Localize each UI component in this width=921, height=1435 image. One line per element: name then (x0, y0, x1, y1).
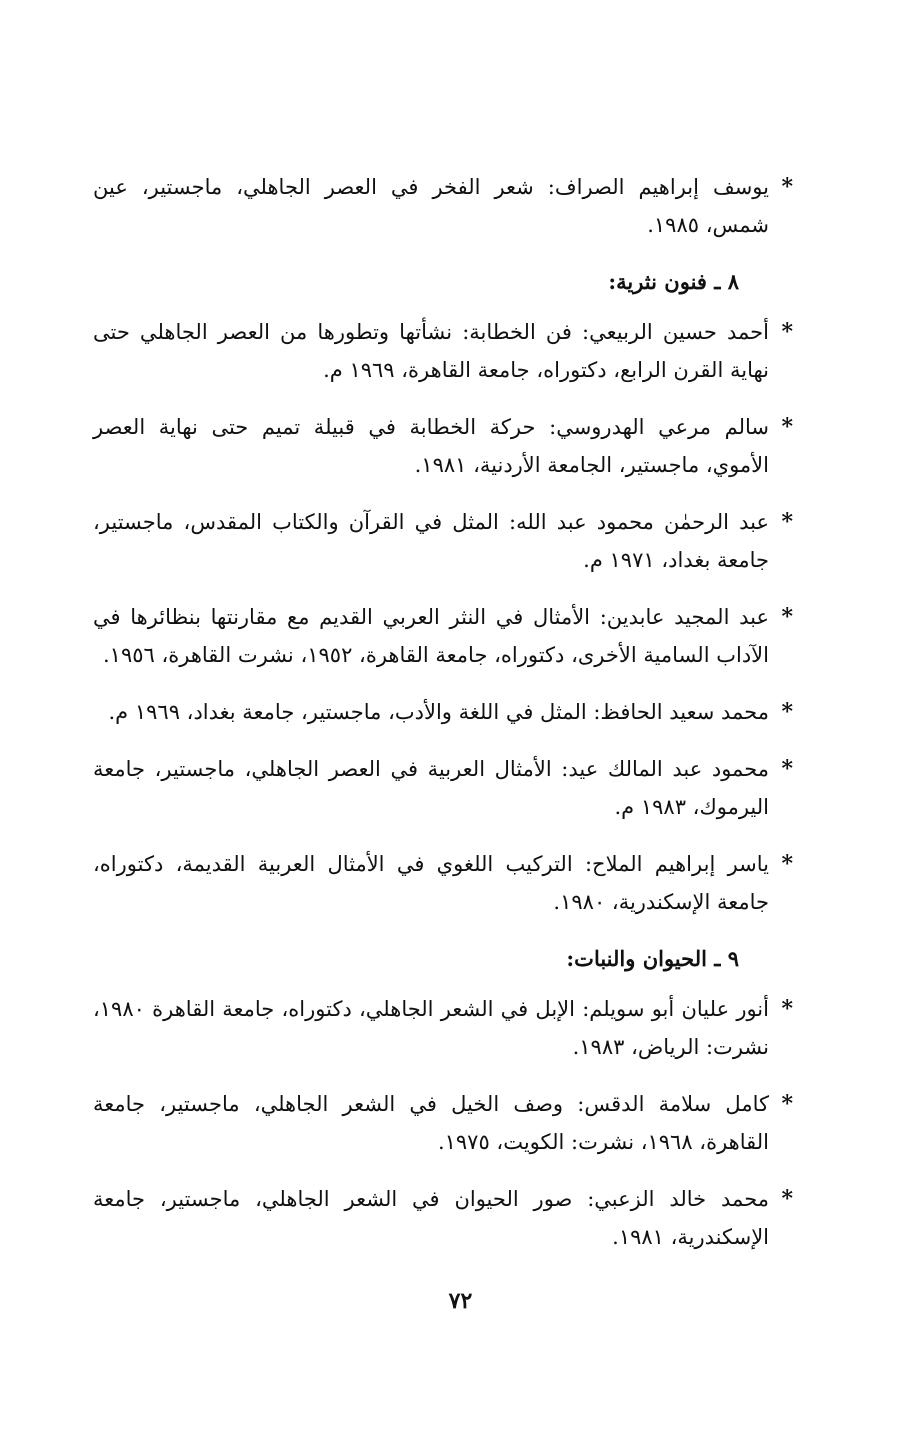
bibliography-entry (93, 1180, 793, 1256)
asterisk-bullet-icon: * (781, 851, 793, 877)
entry-text: محمد سعيد الحافظ: المثل في اللغة والأدب، ماجستير، جامعة بغداد، ١٩٦٩ م. (108, 700, 769, 724)
entry-text: محمود عبد المالك عيد: الأمثال العربية في العصر الجاهلي، ماجستير، جامعة اليرموك، ١٩٨٣ م. (93, 757, 769, 819)
bibliography-entry (93, 1085, 793, 1161)
bibliography-entry (93, 693, 793, 731)
asterisk-bullet-icon: * (781, 604, 793, 630)
entry-text: عبد المجيد عابدين: الأمثال في النثر العربي القديم مع مقارنتها بنظائرها في الآداب السامية الأخرى، دكتوراه، جامعة القاهرة، ١٩٥٢، نشرت القاهرة، ١٩٥٦. (93, 605, 769, 667)
asterisk-bullet-icon: * (781, 996, 793, 1022)
entry-text: أحمد حسين الربيعي: فن الخطابة: نشأتها وتطورها من العصر الجاهلي حتى نهاية القرن الرابع، دكتوراه، جامعة القاهرة، ١٩٦٩ م. (93, 320, 769, 382)
bibliography-entry (93, 598, 793, 674)
asterisk-bullet-icon: * (781, 509, 793, 535)
section-2 (93, 263, 793, 921)
entry-text: سالم مرعي الهدروسي: حركة الخطابة في قبيلة تميم حتى نهاية العصر الأموي، ماجستير، الجامعة الأردنية، ١٩٨١. (93, 415, 769, 477)
bibliography-entry (93, 408, 793, 484)
bibliography-entry (93, 168, 793, 244)
entry-text: يوسف إبراهيم الصراف: شعر الفخر في العصر الجاهلي، ماجستير، عين شمس، ١٩٨٥. (93, 175, 769, 237)
entry-text: ياسر إبراهيم الملاح: التركيب اللغوي في الأمثال العربية القديمة، دكتوراه، جامعة الإسكندرية، ١٩٨٠. (93, 852, 769, 914)
bibliography-content (93, 168, 793, 1275)
entry-text: كامل سلامة الدقس: وصف الخيل في الشعر الجاهلي، ماجستير، جامعة القاهرة، ١٩٦٨، نشرت: الكويت، ١٩٧٥. (93, 1092, 769, 1154)
entry-text: أنور عليان أبو سويلم: الإبل في الشعر الجاهلي، دكتوراه، جامعة القاهرة ١٩٨٠، نشرت: الرياض، ١٩٨٣. (93, 997, 769, 1059)
bibliography-entry (93, 750, 793, 826)
asterisk-bullet-icon: * (781, 319, 793, 345)
asterisk-bullet-icon: * (781, 756, 793, 782)
asterisk-bullet-icon: * (781, 174, 793, 200)
page-number: ٧٢ (448, 1288, 473, 1314)
bibliography-entry (93, 845, 793, 921)
bibliography-entry (93, 313, 793, 389)
bibliography-entry (93, 503, 793, 579)
section-heading: ٨ ـ فنون نثرية: (608, 269, 739, 294)
entry-text: عبد الرحمٰن محمود عبد الله: المثل في القرآن والكتاب المقدس، ماجستير، جامعة بغداد، ١٩٧١ م. (93, 510, 769, 572)
entry-text: محمد خالد الزعبي: صور الحيوان في الشعر الجاهلي، ماجستير، جامعة الإسكندرية، ١٩٨١. (93, 1187, 769, 1249)
asterisk-bullet-icon: * (781, 414, 793, 440)
asterisk-bullet-icon: * (781, 1186, 793, 1212)
asterisk-bullet-icon: * (781, 1091, 793, 1117)
section-3 (93, 940, 793, 1256)
asterisk-bullet-icon: * (781, 699, 793, 725)
bibliography-entry (93, 990, 793, 1066)
section-1 (93, 168, 793, 244)
section-heading: ٩ ـ الحيوان والنبات: (566, 946, 739, 971)
